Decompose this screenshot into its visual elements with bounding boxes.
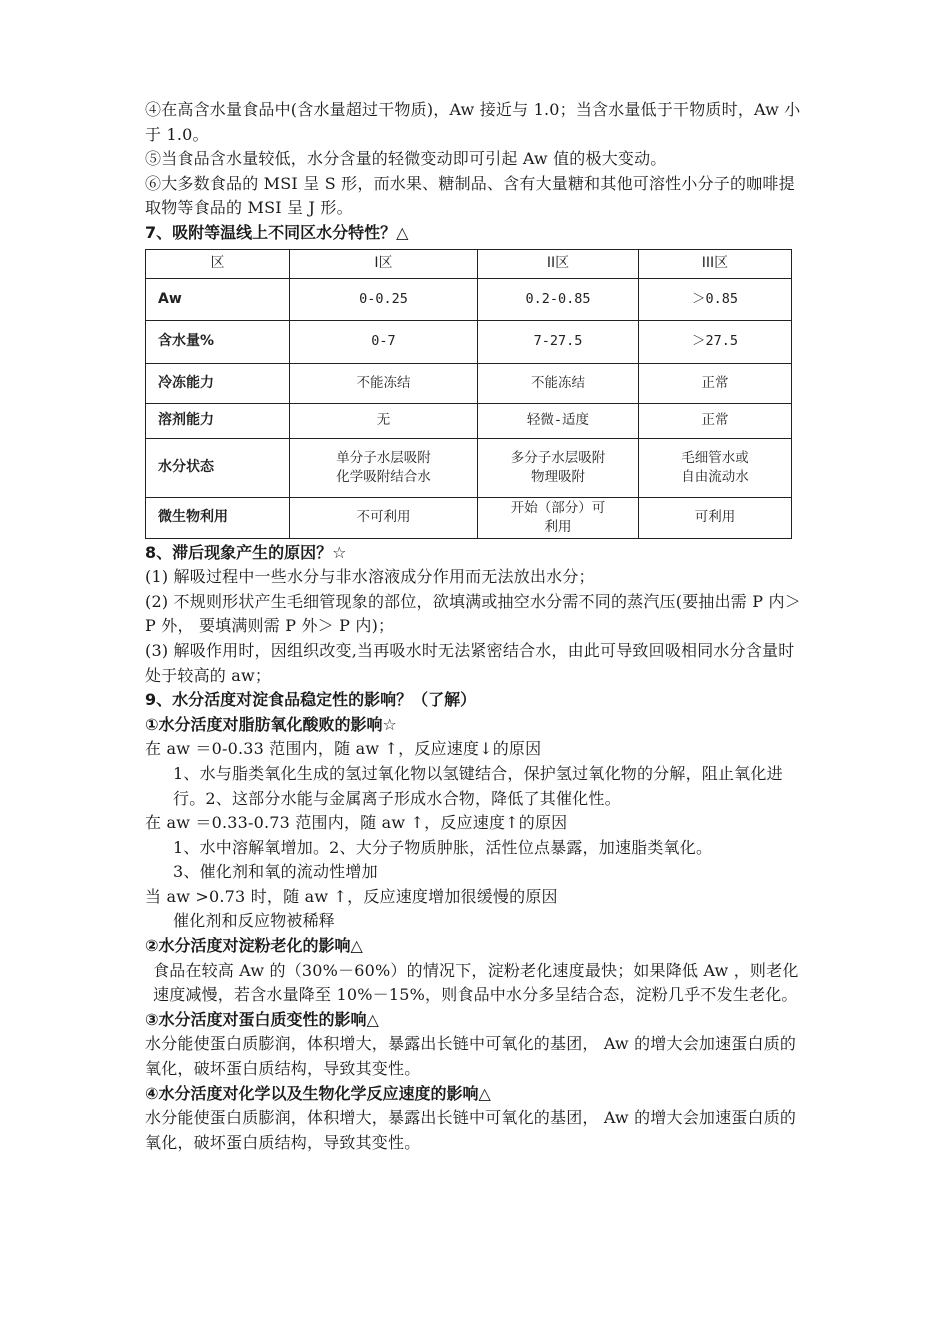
table-cell: 7-27.5 [478,320,639,363]
table-row [146,320,792,363]
q9-s2-text: 食品在较高 Aw 的（30%－60%）的情况下，淀粉老化速度最快；如果降低 Aw ，则老化速度减慢，若含水量降至 10%－15%，则食品中水分多呈结合态，淀粉几乎不发生老化。 [153,960,799,1005]
row-label: 微生物利用 [146,497,290,538]
table-cell: 开始（部分）可 利用 [478,497,639,538]
table-cell: ＞27.5 [639,320,792,363]
table-row [146,438,792,497]
q9-s3-text: 水分能使蛋白质膨润，体积增大，暴露出长链中可氧化的基团， Aw 的增大会加速蛋白质的氧化，破坏蛋白质结构，导致其变性。 [145,1034,797,1079]
table-cell: 无 [290,403,478,438]
q8-heading: 8、滞后现象产生的原因？☆ [145,542,347,562]
intro-point-5: ⑤当食品含水量较低，水分含量的轻微变动即可引起 Aw 值的极大变动。 [145,149,667,169]
q7-heading: 7、吸附等温线上不同区水分特性？△ [145,222,409,242]
q9-s1-range-a: 在 aw ＝0-0.33 范围内，随 aw ↑，反应速度↓的原因 [145,739,542,759]
table-row [146,363,792,403]
table-header-cell: III区 [639,249,792,278]
table-header-cell: II区 [478,249,639,278]
table-cell: ＞0.85 [639,278,792,320]
q9-section-3-heading: ③水分活度对蛋白质变性的影响△ [145,1009,379,1029]
row-label: 溶剂能力 [146,403,290,438]
q9-section-2-heading: ②水分活度对淀粉老化的影响△ [145,936,363,956]
table-row [146,278,792,320]
table-cell: 不能冻结 [290,363,478,403]
q9-s1-range-b: 在 aw ＝0.33-0.73 范围内，随 aw ↑，反应速度↑的原因 [145,813,568,833]
q9-s1-range-a-reasons: 1、水与脂类氧化生成的氢过氧化物以氢键结合，保护氢过氧化物的分解，阻止氧化进行。2、这部分水能与金属离子形成水合物，降低了其催化性。 [173,763,783,808]
q9-s1-range-b-reasons: 1、水中溶解氧增加。2、大分子物质肿胀，活性位点暴露，加速脂类氧化。 [173,837,713,857]
table-cell: 多分子水层吸附 物理吸附 [478,438,639,497]
document-page [145,98,810,1155]
row-label: 含水量% [146,320,290,363]
table-row [146,497,792,538]
table-cell: 0-7 [290,320,478,363]
q9-s4-text: 水分能使蛋白质膨润，体积增大，暴露出长链中可氧化的基团， Aw 的增大会加速蛋白质的氧化，破坏蛋白质结构，导致其变性。 [145,1108,797,1152]
q8-item: (3) 解吸作用时，因组织改变,当再吸水时无法紧密结合水，由此可导致回吸相同水分含量时处于较高的 aw； [145,640,795,685]
sorption-zone-table [145,249,792,539]
table-header-cell: 区 [146,249,290,278]
table-cell: 毛细管水或 自由流动水 [639,438,792,497]
table-cell: 不可利用 [290,497,478,538]
q9-s1-range-c-reason: 催化剂和反应物被稀释 [173,911,336,931]
table-cell: 轻微-适度 [478,403,639,438]
row-label: 水分状态 [146,438,290,497]
q9-section-4-heading: ④水分活度对化学以及生物化学反应速度的影响△ [145,1083,491,1103]
q8-item: (2) 不规则形状产生毛细管现象的部位，欲填满或抽空水分需不同的蒸汽压(要抽出需 P 内＞P 外， 要填满则需 P 外＞ P 内)； [145,591,801,636]
row-label: 冷冻能力 [146,363,290,403]
table-cell: 单分子水层吸附 化学吸附结合水 [290,438,478,497]
table-header-row [146,249,792,278]
q9-heading: 9、水分活度对淀食品稳定性的影响？（了解） [145,690,477,710]
intro-point-6: ⑥大多数食品的 MSI 呈 S 形，而水果、糖制品、含有大量糖和其他可溶性小分子的咖啡提取物等食品的 MSI 呈 J 形。 [145,173,795,218]
table-row [146,403,792,438]
table-cell: 正常 [639,363,792,403]
q9-s1-range-b-reason-3: 3、催化剂和氧的流动性增加 [173,862,378,882]
q8-item: (1) 解吸过程中一些水分与非水溶液成分作用而无法放出水分； [145,567,595,587]
table-cell: 不能冻结 [478,363,639,403]
intro-point-4: ④在高含水量食品中(含水量超过干物质)，Aw 接近与 1.0；当含水量低于干物质时，Aw 小于 1.0。 [145,100,801,144]
table-cell: 0-0.25 [290,278,478,320]
q9-section-1-heading: ①水分活度对脂肪氧化酸败的影响☆ [145,714,397,734]
table-cell: 正常 [639,403,792,438]
table-header-cell: I区 [290,249,478,278]
table-cell: 0.2-0.85 [478,278,639,320]
row-label: Aw [146,278,290,320]
table-cell: 可利用 [639,497,792,538]
q9-s1-range-c: 当 aw >0.73 时，随 aw ↑，反应速度增加很缓慢的原因 [145,886,558,906]
